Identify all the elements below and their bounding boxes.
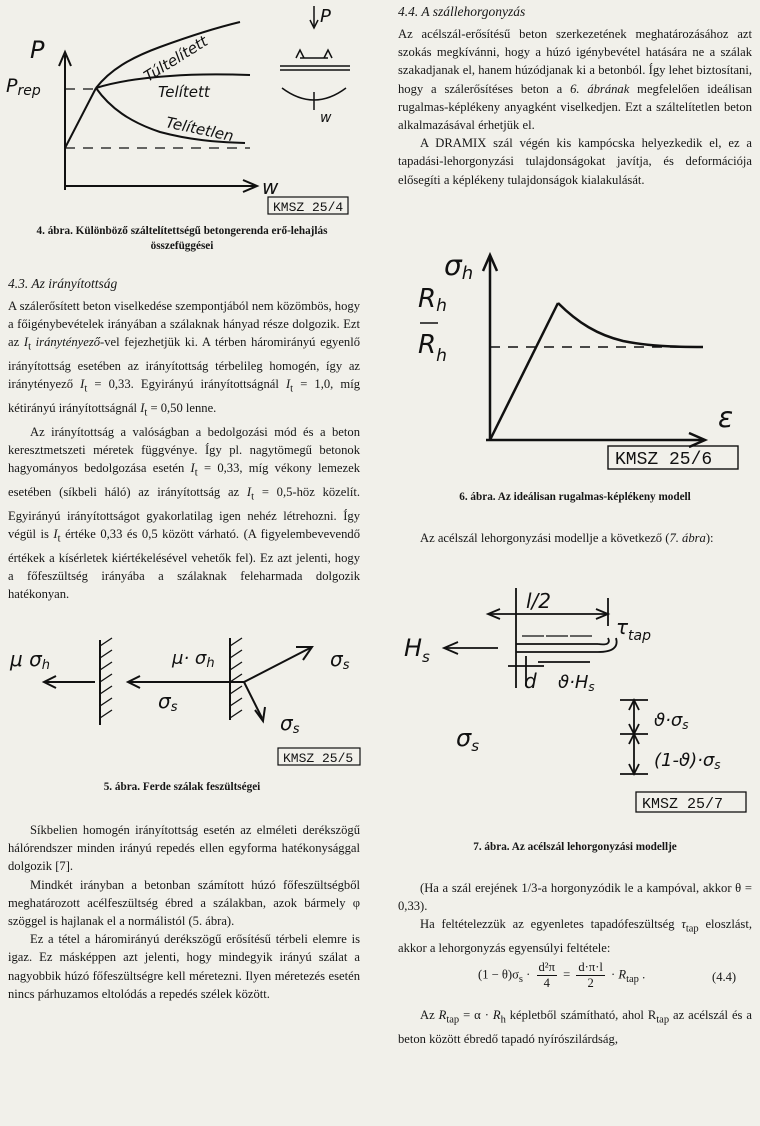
svg-text:ϑ·σs: ϑ·σs <box>654 710 689 732</box>
section-4-3-heading: 4.3. Az irányítottság <box>8 276 118 291</box>
fig4-prep-sub: rep <box>17 83 41 99</box>
section-4-3-paragraph-2: Az irányítottság a valóságban a bedolgozási mód és a beton keresztmetszeti méretek függvénye. Így pl. nagytömegű betonok hagyományos bedolgozása esetén $I_t = 0,33$, míg vékony lemezek esetében (síkbeli háló) az irányítottság az $I_t$ = 0,5-höz közelít. Egyirányú irányítottságot gyakorlatilag igen nehéz létrehozni. Így végül is $I_t$ értéke 0,33 és 0,5 között várható. (A figyelembevevendő értékek a kísérletek kiértékelésével vehetők fel). Ez azt jelenti, hogy a főfeszültség irányába a szálaknak feleharmada dolgozik hatékonyan. <box>8 424 360 601</box>
fig4-prep: P <box>6 75 18 97</box>
svg-text:σs: σs <box>280 711 300 737</box>
fig4-code: KMSZ 25/4 <box>273 200 344 215</box>
svg-text:σh: σh <box>444 249 474 284</box>
right-final-body <box>398 1006 752 1048</box>
fig4-force-p: P <box>320 6 331 27</box>
fig5-label-mid: μ· σ <box>172 648 207 669</box>
svg-text:Rh: Rh <box>418 284 447 316</box>
fig4-curve-telitetlen: Telítetlen <box>164 113 236 146</box>
svg-text:μ σh: μ σh <box>10 647 51 673</box>
left-paragraph-2: Mindkét irányban a betonban számított húzó főfeszültségből meghatározott acélfeszültség ébred a szálakban, azok bármely φ szöggel is hajlanak el a normálistól (5. ábra). <box>8 877 360 929</box>
fig6-axis-sigma: σ <box>444 249 462 282</box>
fig5-sigma-right: σ <box>330 647 343 671</box>
equation-4-4-number: (4.4) <box>712 970 737 984</box>
right-paragraph-1: (Ha a szál erejének 1/3-a horgonyzódik le a kampóval, akkor θ = 0,33). <box>398 881 752 914</box>
fig6-rbar: R <box>418 330 437 360</box>
section-4-4-body <box>398 25 752 189</box>
svg-text:μ· σh: μ· σh <box>172 648 215 671</box>
right-paragraph-3: Az $R_{tap} = \alpha \cdot R_h$ képletből számítható, ahol $R_{tap}$ az acélszál és a beton között ébredő tapadó nyírószilárdság, <box>398 1008 752 1046</box>
section-4-4-paragraph-2: A DRAMIX szál végén kis kampócska helyezkedik el, ez a tapadási-lehorgonyzási tulajdonságokat javítja, és deformációja elősegíti a képlékeny tulajdonságok kialakulását. <box>398 136 752 187</box>
fig7-code: KMSZ 25/7 <box>642 796 724 813</box>
fig7-d: d <box>524 669 537 693</box>
svg-text:Prep <box>6 75 41 99</box>
svg-text:(1-ϑ)·σs: (1-ϑ)·σs <box>654 750 721 772</box>
fig4-axis-p: P <box>30 36 45 64</box>
fig5-code: KMSZ 25/5 <box>283 751 354 766</box>
section-4-4-paragraph-1: Az acélszál-erősítésű beton szerkezetének meghatározásához azt szokás megkívánni, hogy a húzó igénybevétel hatására ne a szálak szakadjanak el, hanem húzódjanak ki a betonból. Így lehet biztosítani, hogy a szálerősítéses beton a 6. ábrának megfelelően ideálisan rugalmas-képlékeny anyagként viselkedjen. Ezt a száltelítetlen beton alkalmazásával érhetjük el. <box>398 27 752 133</box>
right-bottom-body <box>398 879 752 957</box>
fig7-l2: l/2 <box>526 589 552 613</box>
fig6-r: R <box>418 284 437 314</box>
figure-6-caption: 6. ábra. Az ideálisan rugalmas-képlékeny modell <box>459 491 691 503</box>
fig7-theta-sigma: ϑ·σ <box>654 710 683 731</box>
equation-4-4: $(1 - \theta)\sigma_s$ · $\frac{\text{d²π}}{4}$ = $\frac{d\cdot\pi\cdot l}{2}$ · $R_{tap}$ . <box>478 960 646 990</box>
left-paragraph-1: Síkbelien homogén irányítottság esetén az elméleti derékszögű hálórendszer minden irányú repedés ellen egyforma hatékonysággal dolgozik [7]. <box>8 823 360 874</box>
svg-text:σs: σs <box>330 647 350 673</box>
fig4-curve-tultelitett: Túltelített <box>140 32 211 86</box>
section-4-3-paragraph-1: A szálerősített beton viselkedése szempontjából nem közömbös, hogy a főigénybevételek irányában a szálaknak hányad része dolgozik. Ezt az $I_t$ iránytényező-vel fejezhetjük ki. A térben háromirányú egyenlő irányítottság esetében az irányítottság térbelileg homogén, így az iránytényező $I_t = 0,33$. Egyirányú irányítottságnál $I_t = 1,0$, míg kétirányú irányítottságnál $I_t = 0,50$ lenne. <box>8 299 361 419</box>
figure-7-diagram <box>398 580 760 830</box>
figure-5-diagram <box>0 620 380 770</box>
figure-7-caption: 7. ábra. Az acélszál lehorgonyzási modellje <box>473 841 677 853</box>
figure-4-caption: 4. ábra. Különböző száltelítettségű betongerenda erő-lehajlás összefüggései <box>36 225 328 252</box>
section-4-3-body <box>8 297 360 603</box>
section-4-4-heading: 4.4. A szállehorgonyzás <box>398 4 526 19</box>
figure-5-caption: 5. ábra. Ferde szálak feszültségei <box>103 781 261 793</box>
figure-7-intro-text: Az acélszál lehorgonyzási modellje a következő (7. ábra): <box>420 531 714 545</box>
fig5-sigma-bottom: σ <box>158 689 171 713</box>
fig7-one-minus: (1-ϑ)·σ <box>654 750 715 771</box>
fig4-axis-w: w <box>262 175 279 199</box>
left-paragraph-3: Ez a tétel a háromirányú derékszögű erősítésű térbeli elemre is igaz. Ez másképpen azt jelenti, hogy mindegyik irányú szálat a nagyobbik húzó főfeszültségre kell méretezni. Ilyen méretezés esetén nincs párhuzamos eltolódás a repedés szélek között. <box>8 932 360 1001</box>
fig7-H: H <box>404 634 423 662</box>
left-bottom-body <box>8 821 360 1003</box>
fig7-thetaH: ϑ·H <box>558 672 589 693</box>
svg-text:σs: $\sigma_s$ <box>456 724 480 755</box>
fig6-axis-eps: ε <box>718 401 734 434</box>
figure-4-diagram <box>0 0 380 220</box>
fig7-sigma: σ <box>456 724 472 752</box>
fig4-curve-telitett: Telített <box>158 83 210 101</box>
svg-text:τtap: $\tau_{tap}$ <box>616 615 652 644</box>
figure-6-diagram <box>398 235 760 485</box>
svg-text:Hs: $H_s$ <box>404 634 430 666</box>
fig4-beam-w: w <box>320 110 332 126</box>
svg-text:σs: σs <box>158 689 178 715</box>
svg-text:Rh: $R_h$ <box>418 330 447 366</box>
fig7-tau: τ <box>616 615 629 639</box>
fig5-sigma-down: σ <box>280 711 293 735</box>
right-paragraph-2: Ha feltételezzük az egyenletes tapadófeszültség $\tau_{tap}$ eloszlást, akkor a lehorgonyzás egyensúlyi feltétele: <box>398 917 752 956</box>
fig5-label-left: μ σ <box>10 647 42 671</box>
fig6-code: KMSZ 25/6 <box>615 450 713 470</box>
svg-text:ϑ·Hs: ϑ·Hs <box>558 672 595 694</box>
figure-7-intro <box>398 529 752 547</box>
